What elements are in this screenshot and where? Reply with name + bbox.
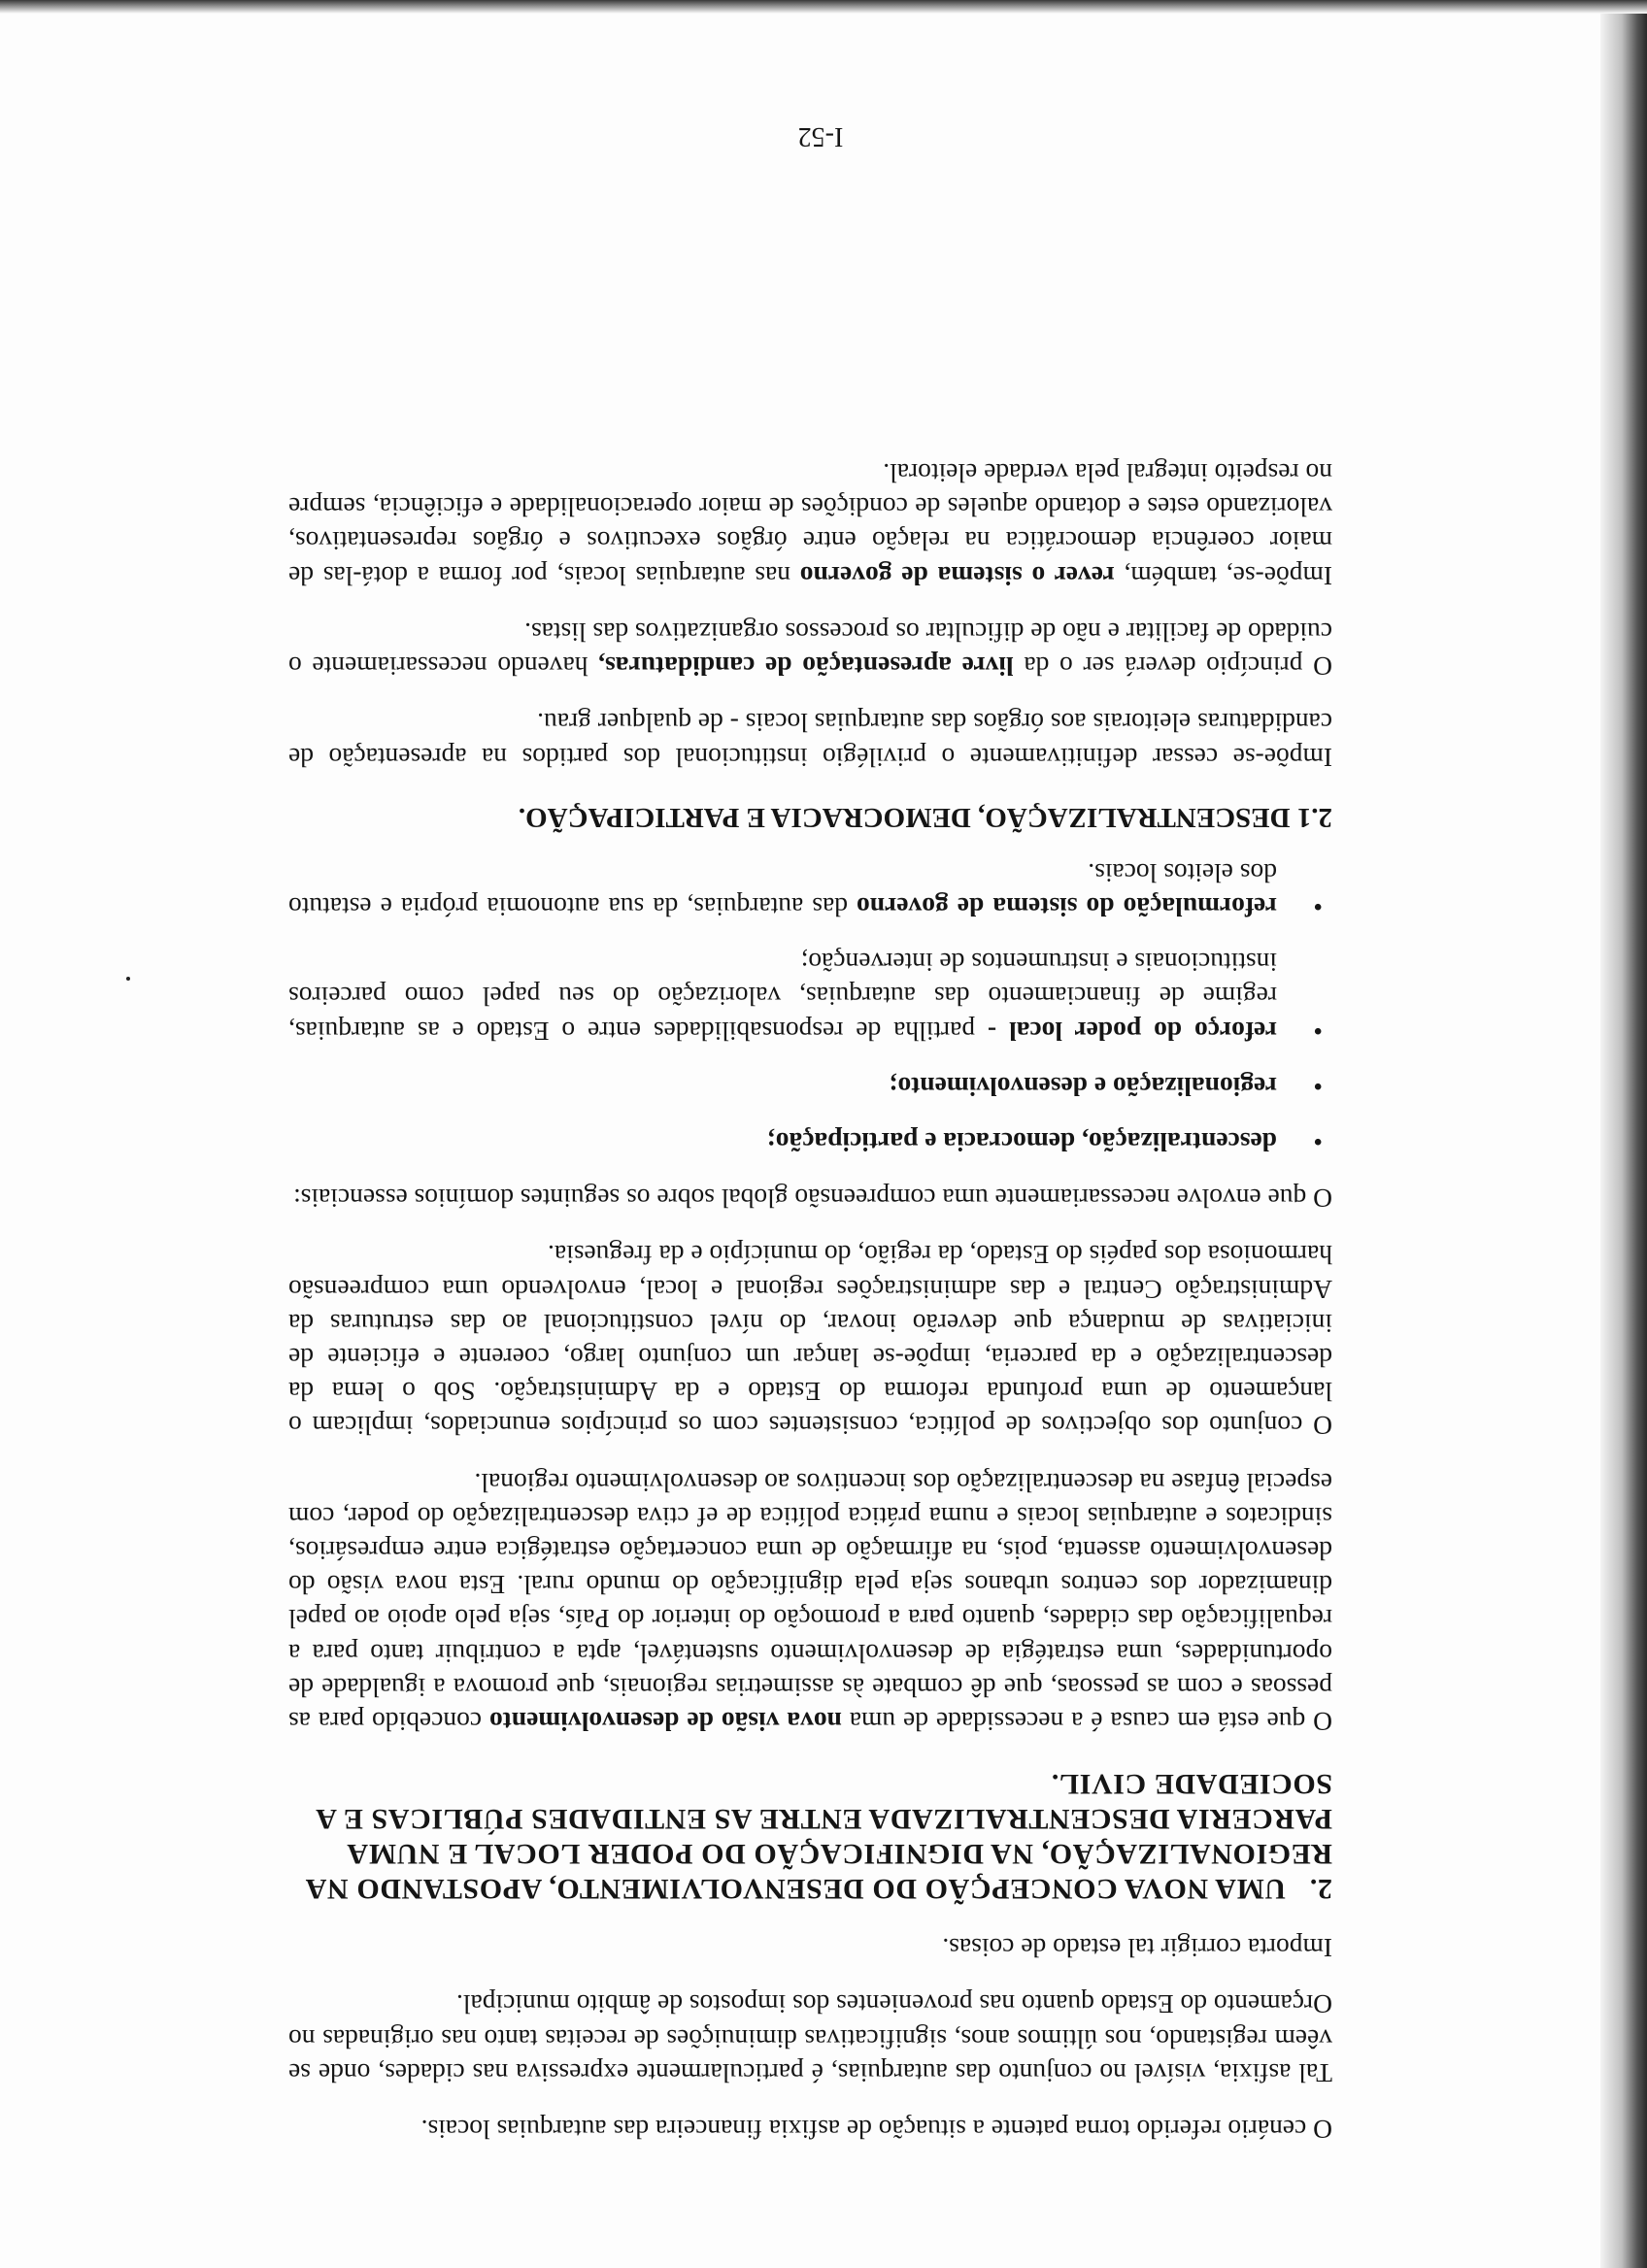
scan-speck — [126, 977, 130, 981]
dominios-list — [288, 856, 1332, 1159]
page-bottom-shadow — [0, 0, 1647, 14]
bullet-icon: • — [1313, 1016, 1323, 1047]
paragraph-privilegio-partidos: Impõe-se cessar definitivamente o privilégio institucional dos partidos na apresentação de candidaturas eleitorais aos órgãos das autarquias locais - de qualquer grau. — [288, 708, 1332, 773]
nova-visao-text-start: O que está em causa é a necessidade de uma — [841, 1706, 1332, 1737]
section-2-number: 2. — [1309, 1872, 1332, 1905]
livre-emphasis: livre apresentação de candidaturas, — [598, 651, 1014, 683]
livre-text-rest: havendo necessariamente o cuidado de facilitar e não de dificultar os processos organizativos das listas. — [288, 617, 1332, 683]
paragraph-importa-corrigir: Importa corrigir tal estado de coisas. — [942, 1933, 1332, 1964]
list-item — [288, 946, 1332, 1049]
paragraph-asfixia-cidades: Tal asfixia, visível no conjunto das autarquias, é particularmente expressiva nas cidades, onde se vêem registando, nos últimos anos, significativas diminuições de receitas tanto nas originadas no Orçamento do Estado quanto nas provenientes dos impostos de âmbito municipal. — [288, 1989, 1332, 2088]
list-item — [288, 1070, 1332, 1104]
list-item — [288, 1125, 1332, 1159]
nova-visao-text-rest: concebido para as pessoas e com as pessoas, que dê combate às assimetrias regionais, que promova a igualdade de oportunidades, uma estratégia de desenvolvimento sustentável, apta a contribuir tanto para a requalificação das cidades, quanto para a promoção do interior do País, seja pelo apoio ao papel dinamizador dos centros urbanos seja pela dignificação do mundo rural. Esta nova visão do desenvolvimento assenta, pois, na afirmação de uma concertação estratégica entre empresários, sindicatos e autarquias locais e numa prática política de ef ctiva descentralização do poder, com especial ênfase na descentralização dos incentivos ao desenvolvimento regional. — [288, 1467, 1332, 1737]
list-item-label: descentralização, democracia e participação; — [766, 1126, 1277, 1157]
nova-visao-emphasis: nova visão de desenvolvimento — [488, 1706, 842, 1737]
bullet-icon: • — [1313, 891, 1323, 922]
binding-shadow — [1600, 0, 1647, 2268]
section-2-heading — [288, 1766, 1332, 1906]
bullet-icon: • — [1313, 1071, 1323, 1102]
list-item-text: partilha de responsabilidades entre o Estado e as autarquias, regime de financiamento das autarquias, valorização do seu papel como parceiros institucionais e instrumentos de intervenção; — [288, 948, 1277, 1047]
list-item-label: reformulação do sistema de governo — [857, 891, 1277, 922]
list-item — [288, 856, 1332, 924]
list-item-label: reforço do poder local - — [988, 1016, 1277, 1047]
paragraph-sistema-governo — [288, 456, 1332, 593]
paragraph-reforma-estado: O conjunto dos objectivos de política, consistentes com os princípios enunciados, implicam o lançamento de uma profunda reforma do Estado e da Administração. Sob o lema da descentralização e da parceria, impõe-se lançar um conjunto largo, coerente e eficiente de iniciativas de mudança que deverão inovar, do nível constitucional ao das estruturas da Administração Central e das administrações regional e local, envolvendo uma compreensão harmoniosa dos papéis do Estado, da região, do município e da freguesia. — [288, 1240, 1332, 1442]
governo-text-start: Impõe-se, também, — [1114, 560, 1332, 591]
paragraph-dominios-intro: O que envolve necessariamente uma compreensão global sobre os seguintes domínios essenciais: — [293, 1184, 1332, 1215]
page-number: I-52 — [797, 121, 844, 151]
list-item-text: das autarquias, da sua autonomia própria e estatuto dos eleitos locais. — [288, 857, 1277, 922]
list-item-label: regionalização e desenvolvimento; — [889, 1071, 1277, 1102]
paragraph-nova-visao — [288, 1465, 1332, 1739]
section-2-1-heading: 2.1 DESCENTRALIZAÇÃO, DEMOCRACIA E PARTICIPAÇÃO. — [518, 801, 1332, 833]
livre-text-start: O princípio deverá ser o da — [1013, 651, 1332, 683]
section-2-title: UMA NOVA CONCEPÇÃO DO DESENVOLVIMENTO, APOSTANDO NA REGIONALIZAÇÃO, NA DIGNIFICAÇÃO DO PODER LOCAL E NUMA PARCERIA DESCENTRALIZADA ENTRE AS ENTIDADES PÚBLICAS E A SOCIEDADE CIVIL. — [306, 1767, 1332, 1905]
bullet-icon: • — [1313, 1126, 1323, 1157]
paragraph-livre-candidaturas — [288, 616, 1332, 684]
paragraph-asfixia-intro: O cenário referido torna patente a situação de asfixia financeira das autarquias locais. — [420, 2115, 1332, 2145]
page-body — [288, 434, 1332, 2147]
governo-text-rest: nas autarquias locais, por forma a dotá-las de maior coerência democrática na relação entre órgãos executivos e órgãos representativos, valorizando estes e dotando aqueles de condições de maior operacionalidade e eficiência, sempre no respeito integral pela verdade eleitoral. — [287, 458, 1332, 591]
governo-emphasis: rever o sistema de governo — [799, 560, 1115, 591]
